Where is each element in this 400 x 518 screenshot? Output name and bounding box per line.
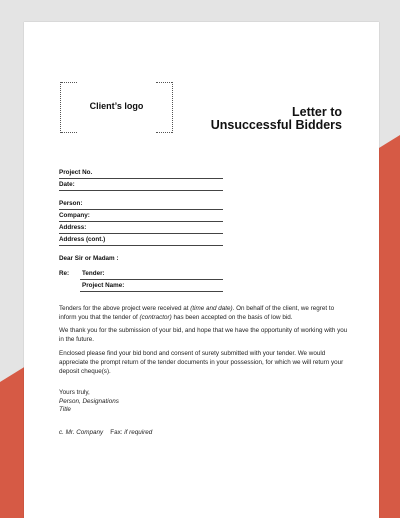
cc-company: c. Mr. Company [59,429,104,436]
closing-block [59,389,119,415]
salutation: Dear Sir or Madam : [59,255,119,262]
logo-corner-mark [156,82,172,83]
address-field[interactable]: Address: [59,223,223,234]
paragraph-enclosure: Enclosed please find your bid bond and consent of surety submitted with your tender. We would appreciate the prompt return of the tender documents in your possession, for which we will return your deposit cheque(s). [59,350,344,375]
placeholder-time-date: (time and date) [190,305,233,312]
client-logo-label: Client’s logo [89,101,144,111]
company-field[interactable]: Company: [59,211,223,222]
client-logo-placeholder [60,82,173,133]
tender-field[interactable] [80,269,223,280]
letter-page [24,22,379,518]
address-cont-field[interactable]: Address (cont.) [59,235,223,246]
paragraph-tender-result [59,304,349,322]
paragraph-text: . On behalf of the client, we regret to inform you that the tender of [59,305,335,321]
title-line-2: Unsuccessful Bidders [210,118,342,132]
document-title [211,106,342,132]
person-field[interactable]: Person: [59,199,223,210]
paragraph-thanks: We thank you for the submission of your bid, and hope that we have the opportunity of working with you in the future. [59,327,348,343]
placeholder-contractor: (contractor) [139,314,172,321]
closing-title: Title [59,406,71,413]
date-field[interactable]: Date: [59,180,223,191]
paragraph-text: Tenders for the above project were received at [59,305,191,312]
re-label: Re: [59,270,70,277]
closing-person: Person, Designations [59,397,119,405]
tender-label: Tender: [82,270,105,277]
paragraph-text: has been accepted on the basis of low bid. [171,314,293,321]
title-line-1: Letter to [292,105,342,119]
fax-label: Fax: [110,429,123,436]
project-name-field[interactable] [80,281,223,292]
project-no-field[interactable]: Project No. [59,168,223,179]
footer-cc-line [59,429,152,436]
closing-yours-truly: Yours truly, [59,389,90,396]
project-name-label: Project Name: [82,282,125,289]
logo-corner-mark [156,132,172,133]
fax-value: if required [124,429,153,436]
